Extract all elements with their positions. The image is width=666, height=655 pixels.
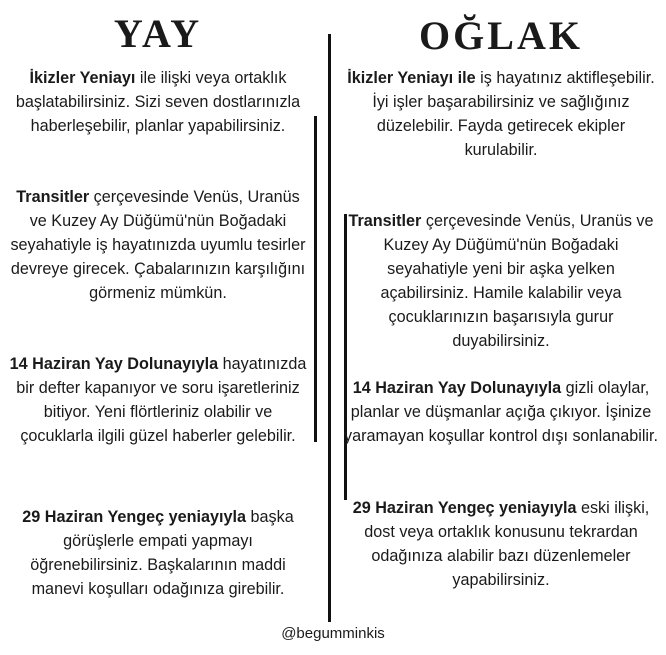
oglak-paragraph-3-heading: 14 Haziran Yay Dolunayıyla	[352, 379, 562, 397]
yay-paragraph-4-text: başka görüşlerle empati yapmayı öğrenebilirsiniz. Başkalarının maddi manevi koşulları odağınıza girebilir.	[30, 508, 294, 598]
column-title-oglak: OĞLAK	[419, 13, 583, 58]
yay-paragraph-2-text: çerçevesinde Venüs, Uranüs ve Kuzey Ay Düğümü'nün Boğadaki seyahatiyle iş hayatınızda uyumlu tesirler devreye girecek. Çabalarınızın karşılığını görmeniz mümkün.	[10, 188, 306, 302]
oglak-paragraph-1-heading: İkizler Yeniayı ile	[347, 69, 476, 87]
oglak-paragraph-2-text: çerçevesinde Venüs, Uranüs ve Kuzey Ay Düğümü'nün Boğadaki seyahatiyle yeni bir aşka yelken açabilirsiniz. Hamile kalabilir veya çocuklarınızın başarısıyla gurur duyabilirsiniz.	[380, 212, 654, 350]
yay-paragraph-3	[8, 352, 308, 448]
yay-paragraph-3-heading: 14 Haziran Yay Dolunayıyla	[9, 355, 219, 373]
center-divider	[328, 34, 331, 622]
oglak-column	[344, 0, 658, 640]
yay-paragraph-2-heading: Transitler	[16, 188, 90, 206]
yay-paragraph-3-text: hayatınızda bir defter kapanıyor ve soru işaretleriniz bitiyor. Yeni flörtleriniz olabilir ve çocuklarla ilgili güzel haberler gelebilir.	[16, 355, 307, 445]
yay-column	[8, 0, 308, 640]
author-handle: @begumminkis	[281, 625, 385, 642]
yay-paragraph-1	[8, 66, 308, 138]
yay-paragraph-4	[8, 505, 308, 601]
yay-paragraph-1-heading: İkizler Yeniayı	[29, 69, 136, 87]
yay-paragraph-4-heading: 29 Haziran Yengeç yeniayıyla	[22, 508, 247, 526]
oglak-paragraph-1-text: iş hayatınız aktifleşebilir. İyi işler başarabilirsiniz ve sağlığınız düzelebilir. Fayda getirecek ekipler kurulabilir.	[372, 69, 655, 159]
oglak-paragraph-3	[344, 376, 658, 448]
oglak-paragraph-1	[344, 66, 658, 162]
column-title-yay: YAY	[113, 11, 203, 56]
oglak-paragraph-4-text: eski ilişki, dost veya ortaklık konusunu tekrardan odağınıza alabilir bazı düzenlemeler yapabilirsiniz.	[364, 499, 650, 589]
oglak-paragraph-4-heading: 29 Haziran Yengeç yeniayıyla	[352, 499, 577, 517]
oglak-paragraph-4	[344, 496, 658, 592]
left-accent-divider	[314, 116, 317, 442]
oglak-paragraph-2-heading: Transitler	[348, 212, 422, 230]
oglak-paragraph-3-text: gizli olaylar, planlar ve düşmanlar açığa çıkıyor. İşinize yaramayan koşullar kontrol dışı sonlanabilir.	[344, 379, 659, 445]
yay-paragraph-1-text: ile ilişki veya ortaklık başlatabilirsiniz. Sizi seven dostlarınızla haberleşebilir, planlar yapabilirsiniz.	[15, 69, 301, 135]
yay-paragraph-2	[8, 185, 308, 305]
oglak-paragraph-2	[344, 209, 658, 353]
